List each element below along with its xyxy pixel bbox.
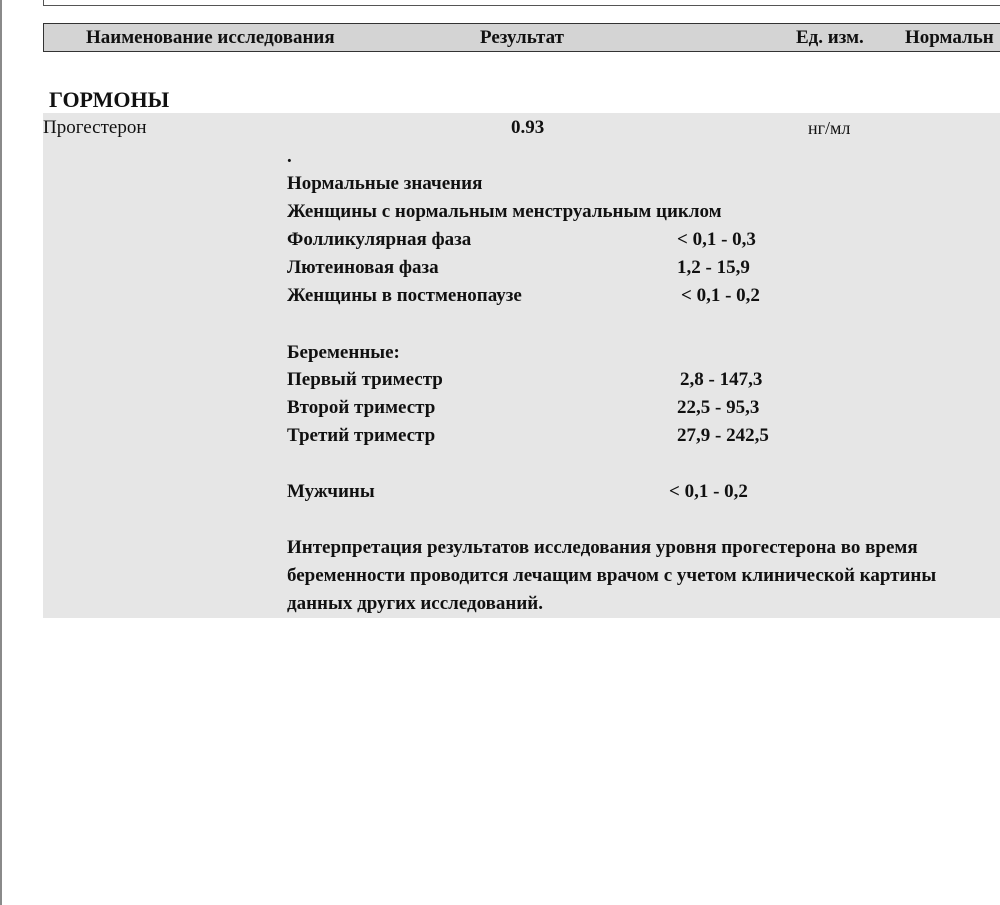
follicular-range: < 0,1 - 0,3: [677, 229, 756, 250]
luteal-label: Лютеиновая фаза: [287, 257, 439, 278]
header-norm: Нормальн: [905, 27, 994, 48]
trimester2-range: 22,5 - 95,3: [677, 397, 760, 418]
trimester2-label: Второй триместр: [287, 397, 436, 418]
trimester1-range: 2,8 - 147,3: [680, 369, 763, 390]
luteal-range: 1,2 - 15,9: [677, 257, 750, 278]
interpretation-note-line-3: данных других исследований.: [287, 593, 543, 614]
section-title: ГОРМОНЫ: [49, 87, 170, 112]
page-edge: [0, 0, 2, 905]
men-range: < 0,1 - 0,2: [669, 481, 748, 502]
follicular-label: Фолликулярная фаза: [287, 229, 472, 250]
previous-section-box: [43, 0, 1000, 6]
header-name: Наименование исследования: [86, 27, 335, 48]
trimester3-range: 27,9 - 242,5: [677, 425, 769, 446]
reference-heading: Нормальные значения: [287, 173, 483, 194]
test-value: 0.93: [511, 117, 545, 138]
reference-women-group: Женщины с нормальным менструальным циклом: [287, 201, 722, 222]
test-unit: нг/мл: [808, 118, 851, 138]
interpretation-note-line-2: беременности проводится лечащим врачом с учетом клинической картины: [287, 565, 937, 586]
trimester1-label: Первый триместр: [287, 369, 443, 390]
trimester3-label: Третий триместр: [287, 425, 436, 446]
table-header: [43, 23, 1000, 52]
men-label: Мужчины: [287, 481, 375, 502]
reference-dot: .: [287, 146, 292, 167]
interpretation-note-line-1: Интерпретация результатов исследования уровня прогестерона во время: [287, 537, 918, 558]
header-result: Результат: [480, 27, 564, 48]
test-name: Прогестерон: [43, 117, 147, 138]
header-unit: Ед. изм.: [796, 27, 864, 48]
pregnant-heading: Беременные:: [287, 342, 400, 363]
postmenopause-label: Женщины в постменопаузе: [287, 285, 522, 306]
postmenopause-range: < 0,1 - 0,2: [681, 285, 760, 306]
